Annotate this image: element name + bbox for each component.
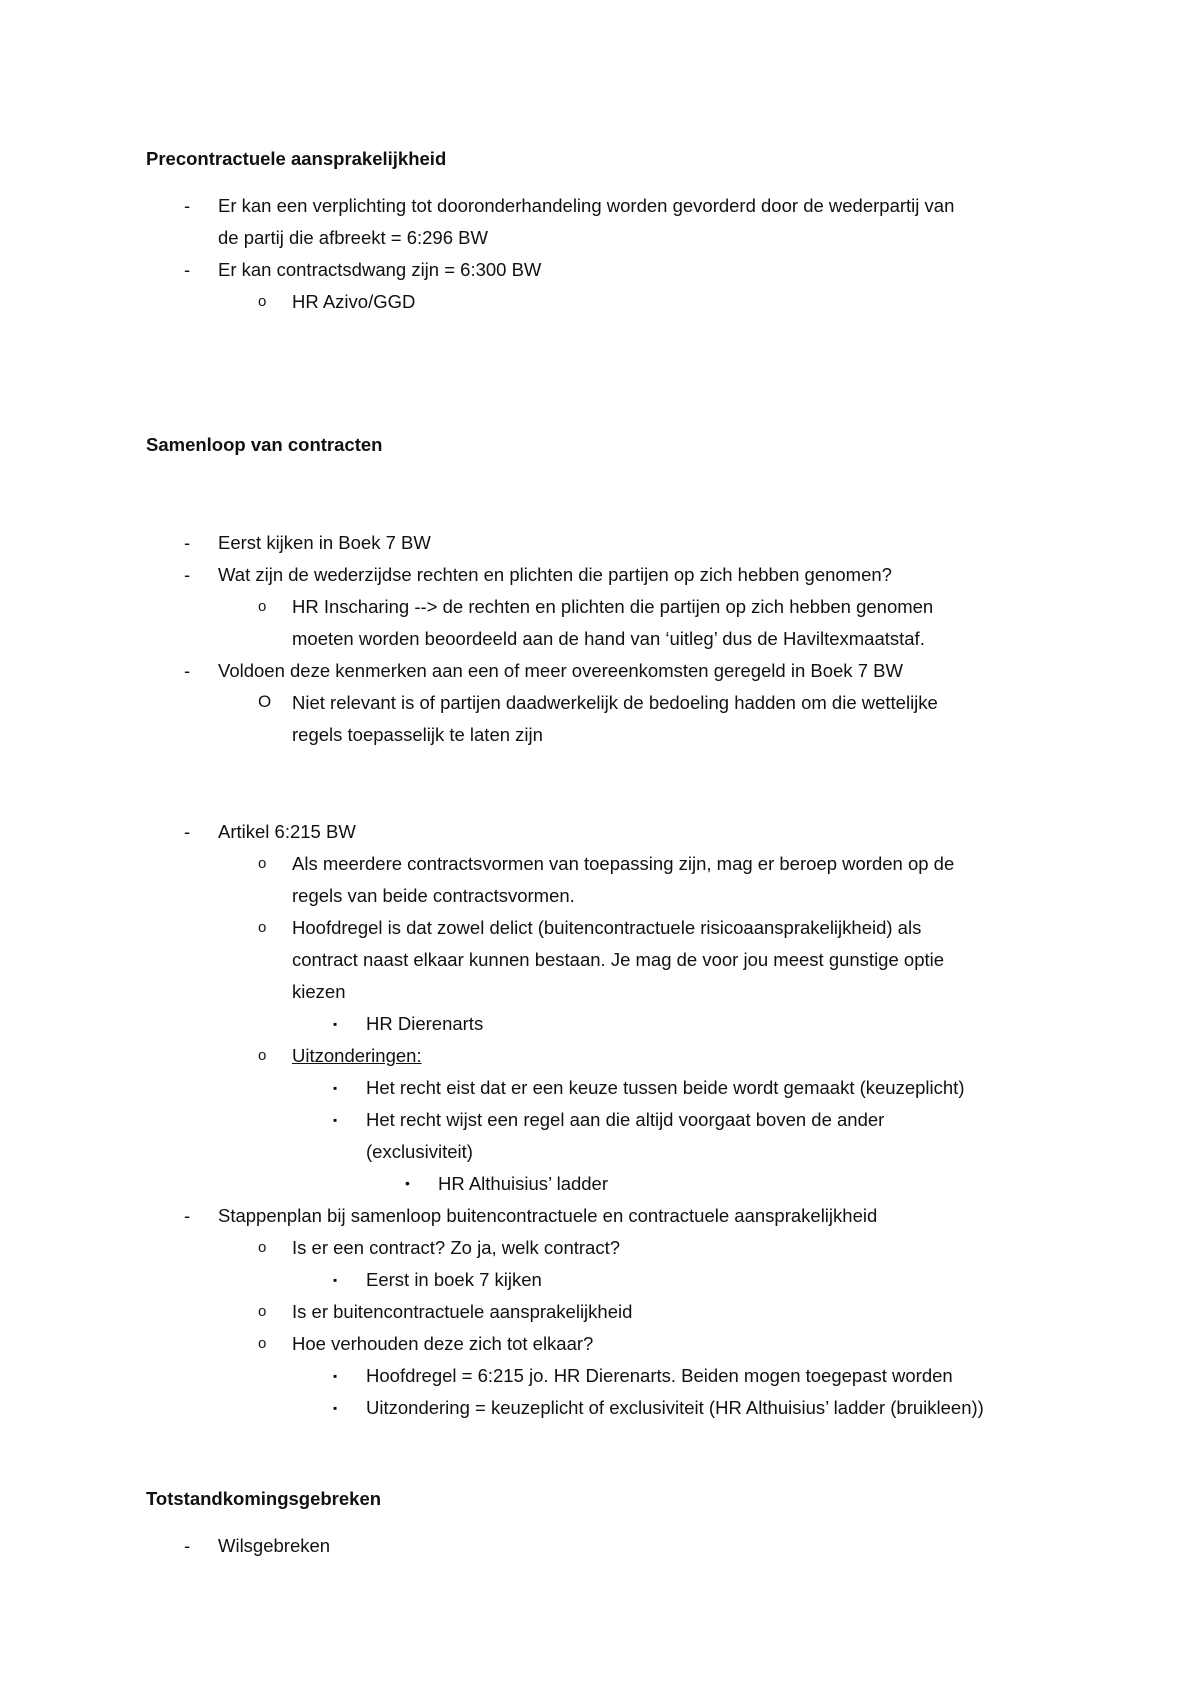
list-item-text: Eerst kijken in Boek 7 BW [218,532,431,553]
list-item-text: Er kan een verplichting tot dooronderhandeling worden gevorderd door de wederpartij van [218,195,955,216]
square-marker: ▪ [333,1369,338,1383]
list-item-text: HR Althuisius’ ladder [438,1173,609,1194]
section-heading-totstandkomingsgebreken: Totstandkomingsgebreken [146,1488,382,1509]
square-marker: ▪ [333,1017,338,1031]
list-item-text: Stappenplan bij samenloop buitencontractuele en contractuele aansprakelijkheid [218,1205,878,1226]
circle-marker: o [258,855,267,872]
square-marker: ▪ [333,1081,338,1095]
list-item-text: Het recht eist dat er een keuze tussen beide wordt gemaakt (keuzeplicht) [366,1077,965,1098]
list-item-text: HR Inscharing --> de rechten en plichten die partijen op zich hebben genomen [292,596,934,617]
dash-marker: - [184,532,191,553]
circle-marker: o [258,1335,267,1352]
dash-marker: - [184,195,191,216]
list-item-text: kiezen [292,981,346,1002]
list-item-text: Het recht wijst een regel aan die altijd voorgaat boven de ander [366,1109,885,1130]
list-item-text: HR Azivo/GGD [292,291,416,312]
dash-marker: - [184,259,191,280]
list-item-text: Hoofdregel = 6:215 jo. HR Dierenarts. Beiden mogen toegepast worden [366,1365,953,1386]
list-item-text: Er kan contractsdwang zijn = 6:300 BW [218,259,542,280]
circle-marker: o [258,919,267,936]
square-marker: ▪ [333,1401,338,1415]
list-item-text: Uitzondering = keuzeplicht of exclusiviteit (HR Althuisius’ ladder (bruikleen)) [366,1397,984,1418]
list-item-text-underlined: Uitzonderingen: [292,1045,422,1066]
circle-marker: o [258,293,267,310]
dash-marker: - [184,1535,191,1556]
list-item-text: Hoe verhouden deze zich tot elkaar? [292,1333,594,1354]
list-item-text: Voldoen deze kenmerken aan een of meer overeenkomsten geregeld in Boek 7 BW [218,660,903,681]
list-item-text: Hoofdregel is dat zowel delict (buitencontractuele risicoaansprakelijkheid) als [292,917,922,938]
circle-marker: O [258,692,272,711]
list-item-text: regels van beide contractsvormen. [292,885,575,906]
section-heading-samenloop: Samenloop van contracten [146,434,383,455]
list-item-text: Is er buitencontractuele aansprakelijkheid [292,1301,633,1322]
bullet-marker: • [405,1175,410,1191]
list-item-text: HR Dierenarts [366,1013,484,1034]
list-item-text: regels toepasselijk te laten zijn [292,724,543,745]
list-item-text: (exclusiviteit) [366,1141,473,1162]
list-item-text: moeten worden beoordeeld aan de hand van ‘uitleg’ dus de Haviltexmaatstaf. [292,628,925,649]
dash-marker: - [184,564,191,585]
dash-marker: - [184,660,191,681]
square-marker: ▪ [333,1113,338,1127]
list-item-text: Eerst in boek 7 kijken [366,1269,542,1290]
circle-marker: o [258,1047,267,1064]
section-heading-precontractuele: Precontractuele aansprakelijkheid [146,148,447,169]
list-item-text: contract naast elkaar kunnen bestaan. Je mag de voor jou meest gunstige optie [292,949,945,970]
list-item-text: de partij die afbreekt = 6:296 BW [218,227,488,248]
circle-marker: o [258,598,267,615]
list-item-text: Als meerdere contractsvormen van toepassing zijn, mag er beroep worden op de [292,853,955,874]
list-item-text: Wilsgebreken [218,1535,331,1556]
circle-marker: o [258,1303,267,1320]
circle-marker: o [258,1239,267,1256]
list-item-text: Is er een contract? Zo ja, welk contract? [292,1237,621,1258]
dash-marker: - [184,821,191,842]
square-marker: ▪ [333,1273,338,1287]
dash-marker: - [184,1205,191,1226]
list-item-text: Wat zijn de wederzijdse rechten en plichten die partijen op zich hebben genomen? [218,564,892,585]
list-item-text: Niet relevant is of partijen daadwerkelijk de bedoeling hadden om die wettelijke [292,692,938,713]
list-item-text: Artikel 6:215 BW [218,821,356,842]
